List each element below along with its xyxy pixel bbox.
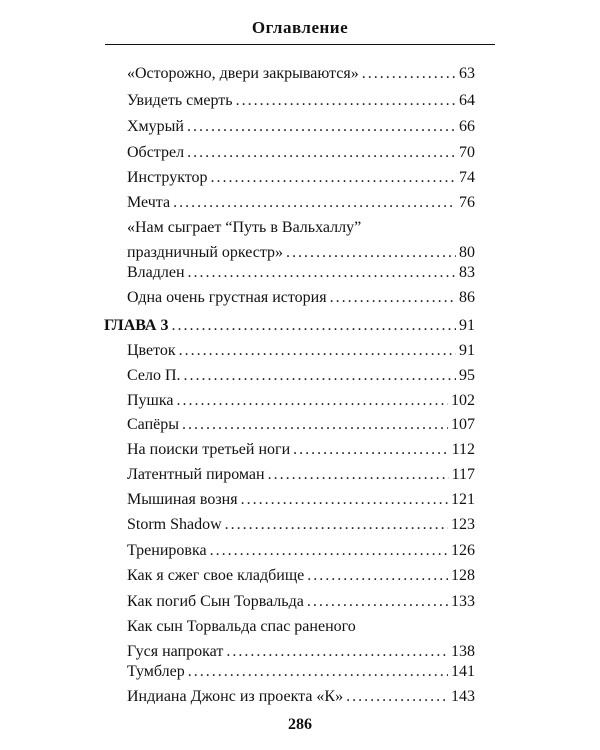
toc-page-number: 133 (451, 593, 475, 610)
toc-entry-line (127, 566, 475, 586)
dot-leader (187, 143, 456, 163)
toc-entry (127, 490, 475, 510)
dot-leader (225, 515, 448, 535)
toc-entry (127, 465, 475, 485)
toc-page-number: 95 (459, 367, 475, 384)
toc-entry (127, 415, 475, 435)
dot-leader (210, 541, 448, 561)
toc-entry-line (127, 415, 475, 435)
toc-entry-title: Обстрел (127, 144, 185, 161)
toc-entry-line (127, 143, 475, 163)
dot-leader (173, 193, 456, 213)
toc-page-number: 76 (459, 194, 475, 211)
toc-entry (127, 117, 475, 137)
dot-leader (188, 263, 456, 283)
toc-entry-title: Цветок (127, 342, 176, 359)
toc-page-number: 86 (459, 289, 475, 306)
toc-entry (127, 263, 475, 283)
toc-entry-line (127, 218, 475, 238)
toc-entry-title: Тренировка (127, 542, 207, 559)
toc-entry (127, 64, 475, 84)
dot-leader (330, 288, 456, 308)
toc-entry-title: Одна очень грустная история (127, 289, 327, 306)
dot-leader (236, 91, 456, 111)
toc-entry-line (127, 687, 475, 707)
toc-entry-title: Мечта (127, 194, 171, 211)
toc-entry-line (127, 515, 475, 535)
toc-entry (127, 515, 475, 535)
page-number: 286 (288, 716, 312, 733)
toc-page-number: 123 (451, 516, 475, 533)
toc-entry-title: Увидеть смерть (127, 92, 233, 109)
toc-entry-title: Тумблер (127, 663, 185, 680)
toc-entry (127, 440, 475, 460)
dot-leader (293, 440, 448, 460)
toc-entry-title: Как сын Торвальда спас раненого (127, 618, 356, 635)
toc-page-number: 64 (459, 92, 475, 109)
toc-entry (127, 541, 475, 561)
dot-leader (187, 117, 456, 137)
toc-entry-title: Владлен (127, 264, 185, 281)
toc-entry-line (127, 391, 475, 411)
toc-entry-line (127, 288, 475, 308)
toc-entry-line (127, 243, 475, 263)
toc-page-number: 117 (451, 466, 475, 483)
toc-entry (127, 592, 475, 612)
dot-leader (226, 642, 448, 662)
toc-entry-line (127, 465, 475, 485)
toc-entry (127, 617, 475, 662)
toc-page-number: 91 (459, 317, 475, 334)
toc-entry-title: Как я сжег свое кладбище (127, 567, 305, 584)
dot-leader (184, 366, 456, 386)
toc-page-number: 138 (451, 643, 475, 660)
dot-leader (241, 490, 448, 510)
toc-page-number: 102 (451, 392, 475, 409)
toc-entry-title: ГЛАВА 3 (104, 317, 169, 334)
toc-page-number: 107 (451, 416, 475, 433)
running-header: Оглавление (251, 18, 349, 37)
toc-page-number: 66 (459, 118, 475, 135)
toc-entry (127, 143, 475, 163)
toc-page-number: 112 (451, 441, 475, 458)
toc-entry-title: Хмурый (127, 118, 184, 135)
toc-entry-line (104, 316, 475, 336)
toc-page-number: 74 (459, 169, 475, 186)
toc-entry (127, 91, 475, 111)
toc-entry (127, 168, 475, 188)
dot-leader (346, 687, 448, 707)
dot-leader (171, 316, 456, 336)
toc-page-number: 141 (451, 663, 475, 680)
toc-entry-title: Индиана Джонс из проекта «К» (127, 688, 344, 705)
toc-entry-title: Пушка (127, 392, 174, 409)
dot-leader (268, 465, 449, 485)
dot-leader (211, 168, 456, 188)
toc-entry-line (127, 117, 475, 137)
dot-leader (307, 592, 448, 612)
toc-entry-title: «Осторожно, двери закрываются» (127, 65, 359, 82)
toc-entry-title: праздничный оркестр» (127, 244, 284, 261)
toc-chapter-heading (104, 316, 475, 336)
toc-entry (127, 193, 475, 213)
dot-leader (362, 64, 456, 84)
toc-entry-line (127, 490, 475, 510)
dot-leader (188, 662, 448, 682)
dot-leader (286, 243, 456, 263)
toc-entry-title: Сапёры (127, 416, 179, 433)
toc-entry-title: Инструктор (127, 169, 208, 186)
toc-entry (127, 566, 475, 586)
toc-entry (127, 662, 475, 682)
toc-entry-title: Мышиная возня (127, 491, 238, 508)
dot-leader (307, 566, 448, 586)
toc-page-number: 128 (451, 567, 475, 584)
toc-page-number: 83 (459, 264, 475, 281)
toc-entry-line (127, 193, 475, 213)
toc-entry-line (127, 440, 475, 460)
toc-page-number: 126 (451, 542, 475, 559)
toc-page-number: 70 (459, 144, 475, 161)
dot-leader (179, 341, 456, 361)
toc-entry (127, 366, 475, 386)
toc-entry-line (127, 64, 475, 84)
toc-entry-line (127, 341, 475, 361)
dot-leader (182, 415, 448, 435)
toc-page-number: 80 (459, 244, 475, 261)
toc-entry-line (127, 617, 475, 637)
toc-entry-line (127, 541, 475, 561)
toc-entry (127, 341, 475, 361)
toc-entry-title: Латентный пироман (127, 466, 265, 483)
toc-page-number: 91 (459, 342, 475, 359)
toc-entry-line (127, 662, 475, 682)
toc-entry-title: Storm Shadow (127, 516, 222, 533)
toc-entry-line (127, 642, 475, 662)
toc-entry-title: Как погиб Сын Торвальда (127, 593, 304, 610)
toc-entry (127, 218, 475, 263)
toc-entry-title: На поиски третьей ноги (127, 441, 291, 458)
toc-entry-title: Гуся напрокат (127, 643, 224, 660)
toc-page-number: 63 (459, 65, 475, 82)
dot-leader (177, 391, 448, 411)
toc-entry (127, 391, 475, 411)
toc-entry-line (127, 592, 475, 612)
toc-entry (127, 288, 475, 308)
toc-entry-title: «Нам сыграет “Путь в Вальхаллу” (127, 219, 362, 236)
toc-entry-line (127, 168, 475, 188)
toc-page-number: 143 (451, 688, 475, 705)
toc-entry-line (127, 91, 475, 111)
toc-entry-line (127, 366, 475, 386)
toc-entry-title: Село П. (127, 367, 181, 384)
toc-page-number: 121 (451, 491, 475, 508)
toc-entry-line (127, 263, 475, 283)
toc-entry (127, 687, 475, 707)
